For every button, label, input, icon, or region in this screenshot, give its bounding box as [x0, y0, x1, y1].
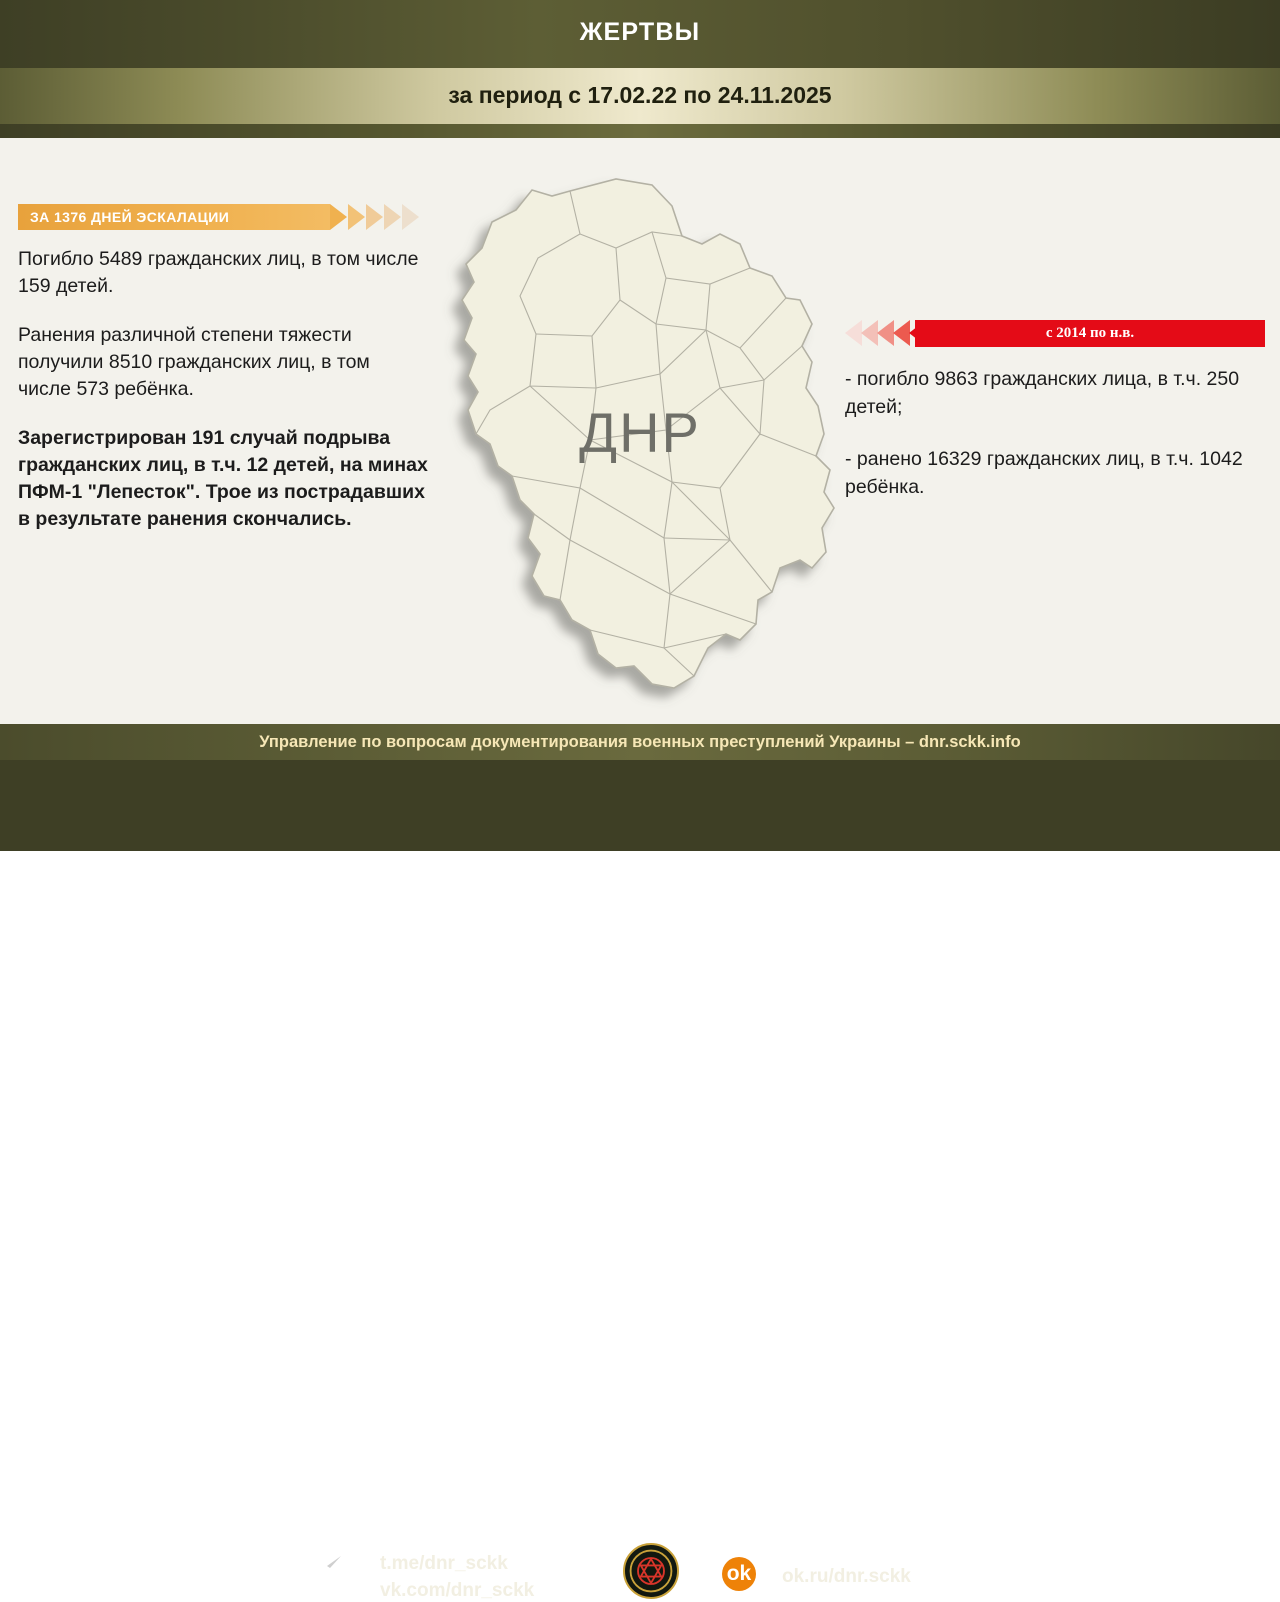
period-subtitle: за период с 17.02.22 по 24.11.2025: [448, 82, 832, 108]
escalation-ribbon: [18, 204, 418, 230]
right-stats-panel: [845, 320, 1265, 525]
footer-social-bar: [0, 760, 1280, 1601]
ok-icon[interactable]: [722, 1557, 756, 1591]
right-paragraph-killed: - погибло 9863 гражданских лица, в т.ч. 250 детей;: [845, 368, 1240, 418]
left-stats-panel: [18, 204, 428, 533]
chevron-right-icon: [366, 204, 383, 230]
ok-link[interactable]: ok.ru/dnr.sckk: [782, 1566, 911, 1587]
escalation-ribbon-label: ЗА 1376 ДНЕЙ ЭСКАЛАЦИИ: [30, 209, 230, 225]
chevron-right-icon: [384, 204, 401, 230]
chevron-left-icon: [893, 320, 910, 346]
chevron-right-icon: [402, 204, 419, 230]
main-content: [0, 138, 1280, 724]
footer-organization: Управление по вопросам документирования военных преступлений Украины – dnr.sckk.info: [259, 733, 1021, 751]
page-title: ЖЕРТВЫ: [579, 18, 701, 46]
map-outline: [462, 179, 834, 688]
vk-icon[interactable]: VK: [312, 1572, 344, 1598]
left-paragraph-wounded: Ранения различной степени тяжести получили 8510 гражданских лиц, в том числе 573 ребёнка.: [18, 324, 370, 400]
since-2014-ribbon: [845, 320, 1265, 347]
chevron-right-icon: [348, 204, 365, 230]
left-stats-text: [18, 246, 428, 533]
chevron-left-icon: [845, 320, 862, 346]
emblem-svg: [625, 1545, 677, 1597]
left-paragraph-mines: Зарегистрирован 191 случай подрыва гражданских лиц, в т.ч. 12 детей, на минах ПФМ-1 "Лепесток". Трое из пострадавших в результате ранения скончались.: [18, 427, 428, 530]
ok-icon-glyph: ok: [726, 1562, 752, 1585]
since-2014-ribbon-label: с 2014 по н.в.: [1045, 325, 1135, 341]
vk-link[interactable]: vk.com/dnr_sckk: [380, 1580, 535, 1601]
map-region-label: ДНР: [579, 401, 701, 464]
organization-emblem: [623, 1543, 679, 1599]
chevron-left-icon: [877, 320, 894, 346]
chevron-right-icon: [330, 204, 347, 230]
dnr-map-svg: [420, 148, 860, 718]
header-divider: [0, 124, 1280, 138]
dnr-map: [420, 148, 860, 718]
right-paragraph-wounded: - ранено 16329 гражданских лиц, в т.ч. 1042 ребёнка.: [845, 448, 1243, 498]
left-paragraph-killed: Погибло 5489 гражданских лиц, в том числе 159 детей.: [18, 248, 419, 297]
telegram-link[interactable]: t.me/dnr_sckk: [380, 1553, 508, 1574]
chevron-left-icon: [861, 320, 878, 346]
right-stats-text: [845, 365, 1265, 501]
